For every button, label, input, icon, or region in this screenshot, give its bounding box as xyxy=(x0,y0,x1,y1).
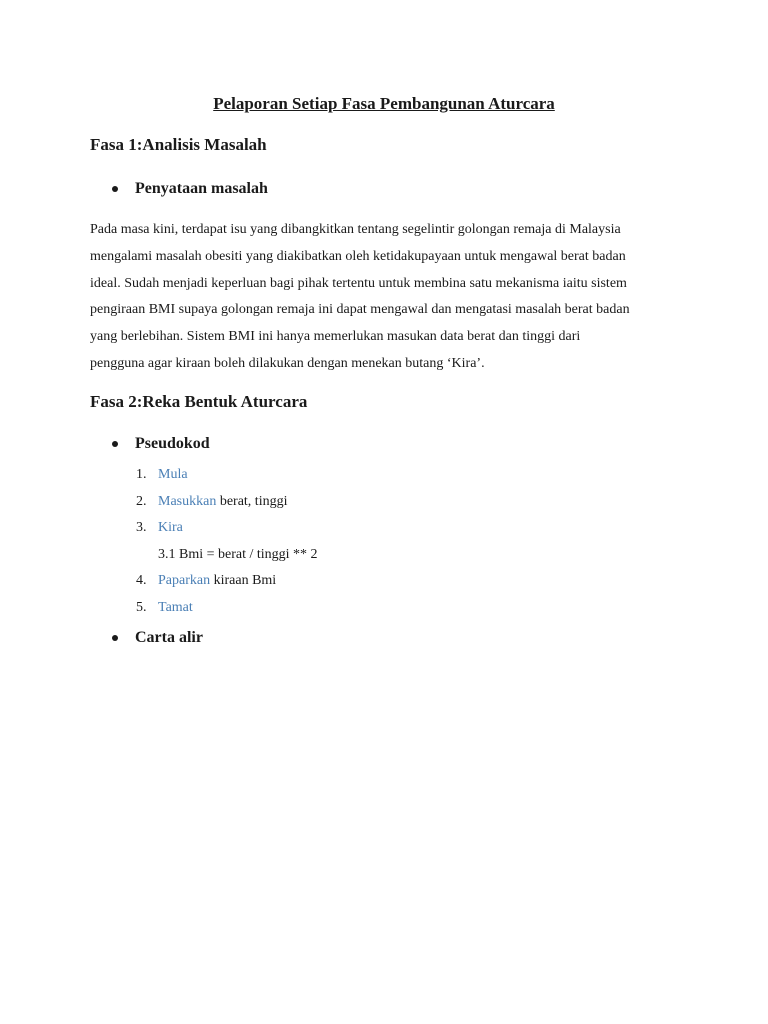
pseudocode-step xyxy=(136,598,193,618)
pseudocode-step xyxy=(136,571,276,591)
bullet-pseudocode xyxy=(112,433,210,455)
step-text: kiraan Bmi xyxy=(210,573,277,588)
paragraph-line: pengguna agar kiraan boleh dilakukan dengan menekan butang ‘Kira’. xyxy=(90,355,485,371)
pseudocode-step xyxy=(136,492,287,512)
bullet-flowchart xyxy=(112,627,203,649)
bullet-problem-statement xyxy=(112,178,268,200)
paragraph-line: yang berlebihan. Sistem BMI ini hanya memerlukan masukan data berat dan tinggi dari xyxy=(90,329,581,345)
step-keyword: Mula xyxy=(158,467,188,482)
step-number: 3. xyxy=(136,520,147,535)
step-keyword: Kira xyxy=(158,520,183,535)
pseudocode-sub-step: 3.1 Bmi = berat / tinggi ** 2 xyxy=(158,547,318,562)
problem-statement-paragraph xyxy=(90,217,680,378)
bullet-label: Penyataan masalah xyxy=(135,180,268,197)
bullet-icon xyxy=(112,441,118,447)
paragraph-line: ideal. Sudah menjadi keperluan bagi pihak tertentu untuk membina satu mekanisma iaitu sistem xyxy=(90,275,627,291)
paragraph-line: Pada masa kini, terdapat isu yang dibangkitkan tentang segelintir golongan remaja di Malaysia xyxy=(90,222,621,237)
step-text: berat, tinggi xyxy=(216,494,288,509)
step-number: 4. xyxy=(136,573,147,588)
step-number: 5. xyxy=(136,600,147,615)
step-keyword: Masukkan xyxy=(158,494,217,509)
bullet-icon xyxy=(112,635,118,641)
phase-2-heading: Fasa 2:Reka Bentuk Aturcara xyxy=(90,392,308,411)
step-keyword: Paparkan xyxy=(158,573,211,588)
document-title: Pelaporan Setiap Fasa Pembangunan Aturcara xyxy=(213,94,555,113)
bullet-label: Pseudokod xyxy=(135,435,210,452)
step-number: 2. xyxy=(136,494,147,509)
bullet-label: Carta alir xyxy=(135,629,203,646)
bullet-icon xyxy=(112,186,118,192)
phase-1-heading: Fasa 1:Analisis Masalah xyxy=(90,135,267,154)
step-number: 1. xyxy=(136,467,147,482)
pseudocode-step xyxy=(136,465,188,485)
pseudocode-step xyxy=(136,518,183,538)
paragraph-line: mengalami masalah obesiti yang diakibatkan oleh ketidakupayaan untuk mengawal berat badan xyxy=(90,248,626,264)
paragraph-line: pengiraan BMI supaya golongan remaja ini dapat mengawal dan mengatasi masalah berat badan xyxy=(90,302,630,318)
step-keyword: Tamat xyxy=(158,600,193,615)
